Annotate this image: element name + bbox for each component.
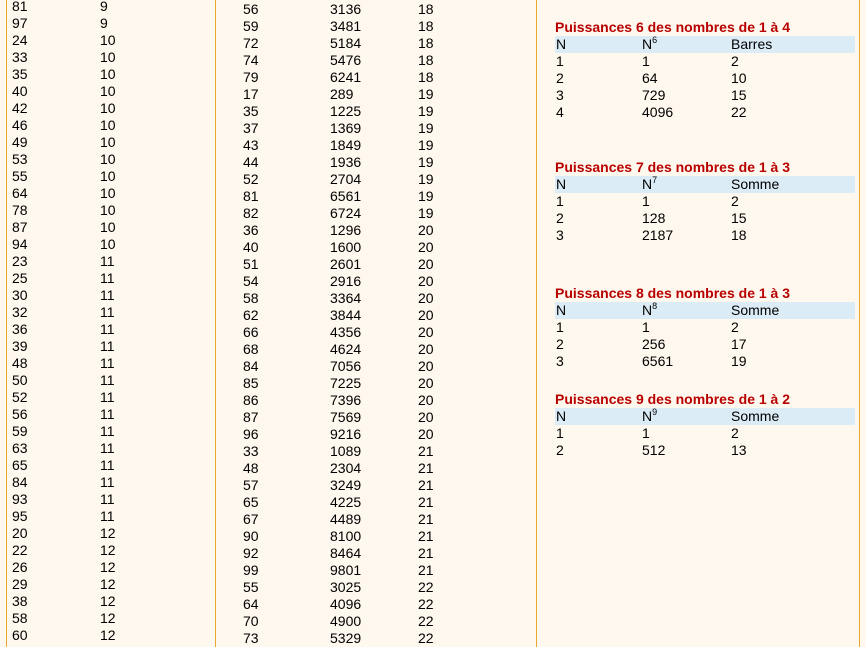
- list-cell: 21: [418, 494, 434, 510]
- table-header-cell: [642, 302, 657, 319]
- list-cell: 9216: [330, 426, 362, 442]
- list-cell: 43: [243, 137, 259, 153]
- list-cell: 9801: [330, 562, 362, 578]
- list-cell: 7225: [330, 375, 362, 391]
- list-cell: 60: [12, 627, 28, 643]
- list-cell: 67: [243, 511, 259, 527]
- list-cell: 65: [12, 457, 28, 473]
- table-cell: 512: [642, 442, 666, 458]
- list-cell: 18: [418, 35, 434, 51]
- header-label: Somme: [731, 408, 780, 424]
- list-cell: 33: [12, 49, 28, 65]
- table-title: Puissances 7 des nombres de 1 à 3: [555, 159, 791, 175]
- list-cell: 33: [243, 443, 259, 459]
- list-cell: 3025: [330, 579, 362, 595]
- list-cell: 50: [12, 372, 28, 388]
- powers-6-table: [555, 18, 855, 121]
- list-cell: 62: [243, 307, 259, 323]
- list-cell: 64: [243, 596, 259, 612]
- table-row: [555, 53, 855, 70]
- list-cell: 87: [243, 409, 259, 425]
- list-cell: 6561: [330, 188, 362, 204]
- list-cell: 10: [100, 202, 116, 218]
- list-cell: 11: [100, 474, 115, 490]
- table-row: [555, 193, 855, 210]
- list-cell: 11: [100, 508, 115, 524]
- list-cell: 11: [100, 253, 115, 269]
- list-cell: 19: [418, 120, 434, 136]
- list-cell: 20: [418, 222, 434, 238]
- list-cell: 52: [12, 389, 28, 405]
- header-label: N: [556, 176, 567, 192]
- list-cell: 90: [243, 528, 259, 544]
- list-cell: 11: [100, 338, 115, 354]
- list-cell: 54: [243, 273, 259, 289]
- list-cell: 48: [243, 460, 259, 476]
- list-cell: 10: [100, 219, 116, 235]
- list-cell: 23: [12, 253, 28, 269]
- exponent-superscript: 7: [652, 175, 658, 185]
- list-cell: 10: [100, 151, 116, 167]
- table-header-row: [555, 408, 855, 425]
- list-cell: 35: [12, 66, 28, 82]
- list-cell: 93: [12, 491, 28, 507]
- powers-9-table: [555, 390, 855, 459]
- table-title: Puissances 8 des nombres de 1 à 3: [555, 285, 791, 301]
- table-row: [555, 425, 855, 442]
- list-cell: 12: [100, 627, 116, 643]
- table-cell: 3: [556, 87, 564, 103]
- list-cell: 40: [12, 83, 28, 99]
- list-cell: 19: [418, 205, 434, 221]
- list-cell: 32: [12, 304, 28, 320]
- list-cell: 18: [418, 1, 434, 17]
- table-cell: 1: [642, 53, 650, 69]
- list-cell: 19: [418, 171, 434, 187]
- list-cell: 11: [100, 287, 115, 303]
- list-cell: 37: [243, 120, 259, 136]
- list-cell: 79: [243, 69, 259, 85]
- list-cell: 21: [418, 545, 434, 561]
- header-label: N: [642, 176, 653, 192]
- table-row: [555, 70, 855, 87]
- header-label: N: [642, 36, 653, 52]
- list-cell: 3136: [330, 1, 362, 17]
- list-cell: 11: [100, 304, 115, 320]
- list-cell: 55: [243, 579, 259, 595]
- list-cell: 94: [12, 236, 28, 252]
- column-divider-right: [536, 0, 537, 647]
- table-header-row: [555, 176, 855, 193]
- list-cell: 1296: [330, 222, 362, 238]
- header-label: N: [556, 36, 567, 52]
- list-cell: 12: [100, 593, 116, 609]
- table-row: [555, 353, 855, 370]
- list-cell: 4225: [330, 494, 362, 510]
- table-cell: 4096: [642, 104, 674, 120]
- list-cell: 56: [243, 1, 259, 17]
- list-cell: 8100: [330, 528, 362, 544]
- table-header-cell: [642, 408, 657, 425]
- table-cell: 2: [556, 442, 564, 458]
- list-cell: 92: [243, 545, 259, 561]
- list-cell: 25: [12, 270, 28, 286]
- list-cell: 20: [12, 525, 28, 541]
- list-cell: 99: [243, 562, 259, 578]
- column-divider-far-right: [859, 0, 860, 647]
- list-cell: 36: [12, 321, 28, 337]
- list-cell: 42: [12, 100, 28, 116]
- list-cell: 10: [100, 185, 116, 201]
- list-cell: 30: [12, 287, 28, 303]
- list-cell: 4096: [330, 596, 362, 612]
- table-cell: 17: [731, 336, 747, 352]
- table-cell: 15: [731, 87, 747, 103]
- list-cell: 66: [243, 324, 259, 340]
- table-cell: 15: [731, 210, 747, 226]
- list-cell: 11: [100, 321, 115, 337]
- table-row: [555, 336, 855, 353]
- list-cell: 1849: [330, 137, 362, 153]
- list-cell: 95: [12, 508, 28, 524]
- list-cell: 11: [100, 372, 115, 388]
- list-cell: 20: [418, 273, 434, 289]
- list-cell: 10: [100, 168, 116, 184]
- list-cell: 72: [243, 35, 259, 51]
- table-header-cell: [731, 176, 779, 193]
- list-cell: 10: [100, 236, 116, 252]
- list-cell: 12: [100, 559, 116, 575]
- list-cell: 6241: [330, 69, 362, 85]
- list-cell: 65: [243, 494, 259, 510]
- table-header-cell: [556, 176, 566, 193]
- list-cell: 58: [243, 290, 259, 306]
- list-cell: 12: [100, 525, 116, 541]
- list-cell: 22: [12, 542, 28, 558]
- table-cell: 2: [731, 53, 739, 69]
- table-row: [555, 227, 855, 244]
- list-cell: 9: [100, 15, 108, 31]
- list-cell: 4624: [330, 341, 362, 357]
- list-cell: 19: [418, 154, 434, 170]
- list-cell: 1089: [330, 443, 362, 459]
- column-divider-middle: [215, 0, 216, 647]
- list-cell: 70: [243, 613, 259, 629]
- list-cell: 5476: [330, 52, 362, 68]
- table-cell: 1: [556, 193, 564, 209]
- table-cell: 1: [556, 53, 564, 69]
- list-cell: 17: [243, 86, 259, 102]
- table-title: Puissances 6 des nombres de 1 à 4: [555, 19, 791, 35]
- exponent-superscript: 6: [652, 35, 658, 45]
- list-cell: 19: [418, 86, 434, 102]
- table-cell: 19: [731, 353, 747, 369]
- list-cell: 5184: [330, 35, 362, 51]
- powers-8-table: [555, 284, 855, 370]
- list-cell: 46: [12, 117, 28, 133]
- list-cell: 38: [12, 593, 28, 609]
- list-cell: 63: [12, 440, 28, 456]
- list-cell: 4900: [330, 613, 362, 629]
- table-cell: 6561: [642, 353, 674, 369]
- table-cell: 128: [642, 210, 666, 226]
- list-cell: 84: [243, 358, 259, 374]
- list-cell: 44: [243, 154, 259, 170]
- table-cell: 4: [556, 104, 564, 120]
- list-cell: 97: [12, 15, 28, 31]
- list-cell: 52: [243, 171, 259, 187]
- list-cell: 22: [418, 579, 434, 595]
- list-cell: 21: [418, 477, 434, 493]
- list-cell: 40: [243, 239, 259, 255]
- header-label: Somme: [731, 302, 780, 318]
- list-cell: 3249: [330, 477, 362, 493]
- list-cell: 24: [12, 32, 28, 48]
- table-cell: 2: [731, 319, 739, 335]
- list-cell: 19: [418, 103, 434, 119]
- list-cell: 20: [418, 426, 434, 442]
- list-cell: 87: [12, 219, 28, 235]
- list-cell: 6724: [330, 205, 362, 221]
- list-cell: 59: [12, 423, 28, 439]
- table-header-row: [555, 36, 855, 53]
- list-cell: 19: [418, 188, 434, 204]
- table-cell: 2187: [642, 227, 674, 243]
- list-cell: 20: [418, 375, 434, 391]
- list-cell: 81: [243, 188, 259, 204]
- list-cell: 86: [243, 392, 259, 408]
- table-cell: 13: [731, 442, 747, 458]
- table-cell: 22: [731, 104, 747, 120]
- table-header-cell: [731, 302, 779, 319]
- list-cell: 12: [100, 610, 116, 626]
- list-cell: 78: [12, 202, 28, 218]
- header-label: N: [642, 408, 653, 424]
- list-cell: 10: [100, 32, 116, 48]
- list-cell: 39: [12, 338, 28, 354]
- list-cell: 20: [418, 409, 434, 425]
- header-label: N: [556, 302, 567, 318]
- table-header-cell: [642, 36, 657, 53]
- table-header-row: [555, 302, 855, 319]
- list-cell: 289: [330, 86, 354, 102]
- list-cell: 35: [243, 103, 259, 119]
- table-cell: 1: [642, 319, 650, 335]
- table-cell: 18: [731, 227, 747, 243]
- table-title: Puissances 9 des nombres de 1 à 2: [555, 391, 791, 407]
- table-row: [555, 87, 855, 104]
- list-cell: 22: [418, 596, 434, 612]
- list-cell: 51: [243, 256, 259, 272]
- list-cell: 18: [418, 69, 434, 85]
- table-cell: 1: [556, 319, 564, 335]
- list-cell: 48: [12, 355, 28, 371]
- list-cell: 36: [243, 222, 259, 238]
- table-cell: 10: [731, 70, 747, 86]
- table-cell: 729: [642, 87, 666, 103]
- list-cell: 20: [418, 392, 434, 408]
- table-header-cell: [556, 408, 566, 425]
- powers-7-table: [555, 158, 855, 244]
- list-cell: 2304: [330, 460, 362, 476]
- table-cell: 1: [642, 193, 650, 209]
- list-cell: 10: [100, 83, 116, 99]
- list-cell: 21: [418, 460, 434, 476]
- table-header-cell: [731, 408, 779, 425]
- list-cell: 9: [100, 0, 108, 14]
- list-cell: 7569: [330, 409, 362, 425]
- table-cell: 256: [642, 336, 666, 352]
- list-cell: 3481: [330, 18, 362, 34]
- list-cell: 20: [418, 324, 434, 340]
- list-cell: 11: [100, 355, 115, 371]
- list-cell: 82: [243, 205, 259, 221]
- list-cell: 56: [12, 406, 28, 422]
- table-cell: 2: [556, 210, 564, 226]
- list-cell: 8464: [330, 545, 362, 561]
- list-cell: 20: [418, 290, 434, 306]
- list-cell: 7396: [330, 392, 362, 408]
- list-cell: 11: [100, 270, 115, 286]
- list-cell: 11: [100, 423, 115, 439]
- list-cell: 10: [100, 134, 116, 150]
- list-cell: 53: [12, 151, 28, 167]
- exponent-superscript: 8: [652, 301, 658, 311]
- table-row: [555, 442, 855, 459]
- list-cell: 20: [418, 256, 434, 272]
- list-cell: 26: [12, 559, 28, 575]
- list-cell: 85: [243, 375, 259, 391]
- list-cell: 18: [418, 52, 434, 68]
- table-cell: 2: [731, 193, 739, 209]
- list-cell: 18: [418, 18, 434, 34]
- list-cell: 4356: [330, 324, 362, 340]
- column-divider-left: [6, 0, 7, 647]
- list-cell: 5329: [330, 630, 362, 646]
- list-cell: 19: [418, 137, 434, 153]
- table-cell: 3: [556, 227, 564, 243]
- list-cell: 64: [12, 185, 28, 201]
- list-cell: 96: [243, 426, 259, 442]
- table-cell: 2: [556, 336, 564, 352]
- list-cell: 2916: [330, 273, 362, 289]
- table-row: [555, 319, 855, 336]
- list-cell: 74: [243, 52, 259, 68]
- list-cell: 20: [418, 341, 434, 357]
- list-cell: 1225: [330, 103, 362, 119]
- list-cell: 20: [418, 239, 434, 255]
- list-cell: 29: [12, 576, 28, 592]
- list-cell: 21: [418, 443, 434, 459]
- table-cell: 1: [556, 425, 564, 441]
- list-cell: 20: [418, 358, 434, 374]
- table-header-cell: [556, 302, 566, 319]
- list-cell: 11: [100, 491, 115, 507]
- list-cell: 12: [100, 576, 116, 592]
- table-cell: 1: [642, 425, 650, 441]
- header-label: Somme: [731, 176, 780, 192]
- list-cell: 11: [100, 440, 115, 456]
- list-cell: 22: [418, 630, 434, 646]
- list-cell: 4489: [330, 511, 362, 527]
- list-cell: 2704: [330, 171, 362, 187]
- list-cell: 11: [100, 457, 115, 473]
- list-cell: 1936: [330, 154, 362, 170]
- list-cell: 57: [243, 477, 259, 493]
- list-cell: 21: [418, 562, 434, 578]
- list-cell: 81: [12, 0, 28, 14]
- list-cell: 73: [243, 630, 259, 646]
- table-cell: 64: [642, 70, 658, 86]
- list-cell: 20: [418, 307, 434, 323]
- list-cell: 22: [418, 613, 434, 629]
- table-header-cell: [731, 36, 772, 53]
- list-cell: 21: [418, 511, 434, 527]
- list-cell: 3364: [330, 290, 362, 306]
- list-cell: 68: [243, 341, 259, 357]
- list-cell: 3844: [330, 307, 362, 323]
- list-cell: 10: [100, 66, 116, 82]
- table-header-cell: [642, 176, 657, 193]
- list-cell: 10: [100, 117, 116, 133]
- table-header-cell: [556, 36, 566, 53]
- list-cell: 2601: [330, 256, 362, 272]
- list-cell: 55: [12, 168, 28, 184]
- list-cell: 1369: [330, 120, 362, 136]
- table-row: [555, 104, 855, 121]
- list-cell: 84: [12, 474, 28, 490]
- header-label: Barres: [731, 36, 773, 52]
- list-cell: 1600: [330, 239, 362, 255]
- list-cell: 21: [418, 528, 434, 544]
- header-label: N: [556, 408, 567, 424]
- table-cell: 2: [556, 70, 564, 86]
- list-cell: 59: [243, 18, 259, 34]
- list-cell: 10: [100, 49, 116, 65]
- header-label: N: [642, 302, 653, 318]
- exponent-superscript: 9: [652, 407, 658, 417]
- table-cell: 2: [731, 425, 739, 441]
- list-cell: 11: [100, 389, 115, 405]
- list-cell: 58: [12, 610, 28, 626]
- table-row: [555, 210, 855, 227]
- table-cell: 3: [556, 353, 564, 369]
- list-cell: 11: [100, 406, 115, 422]
- list-cell: 10: [100, 100, 116, 116]
- list-cell: 7056: [330, 358, 362, 374]
- list-cell: 49: [12, 134, 28, 150]
- list-cell: 12: [100, 542, 116, 558]
